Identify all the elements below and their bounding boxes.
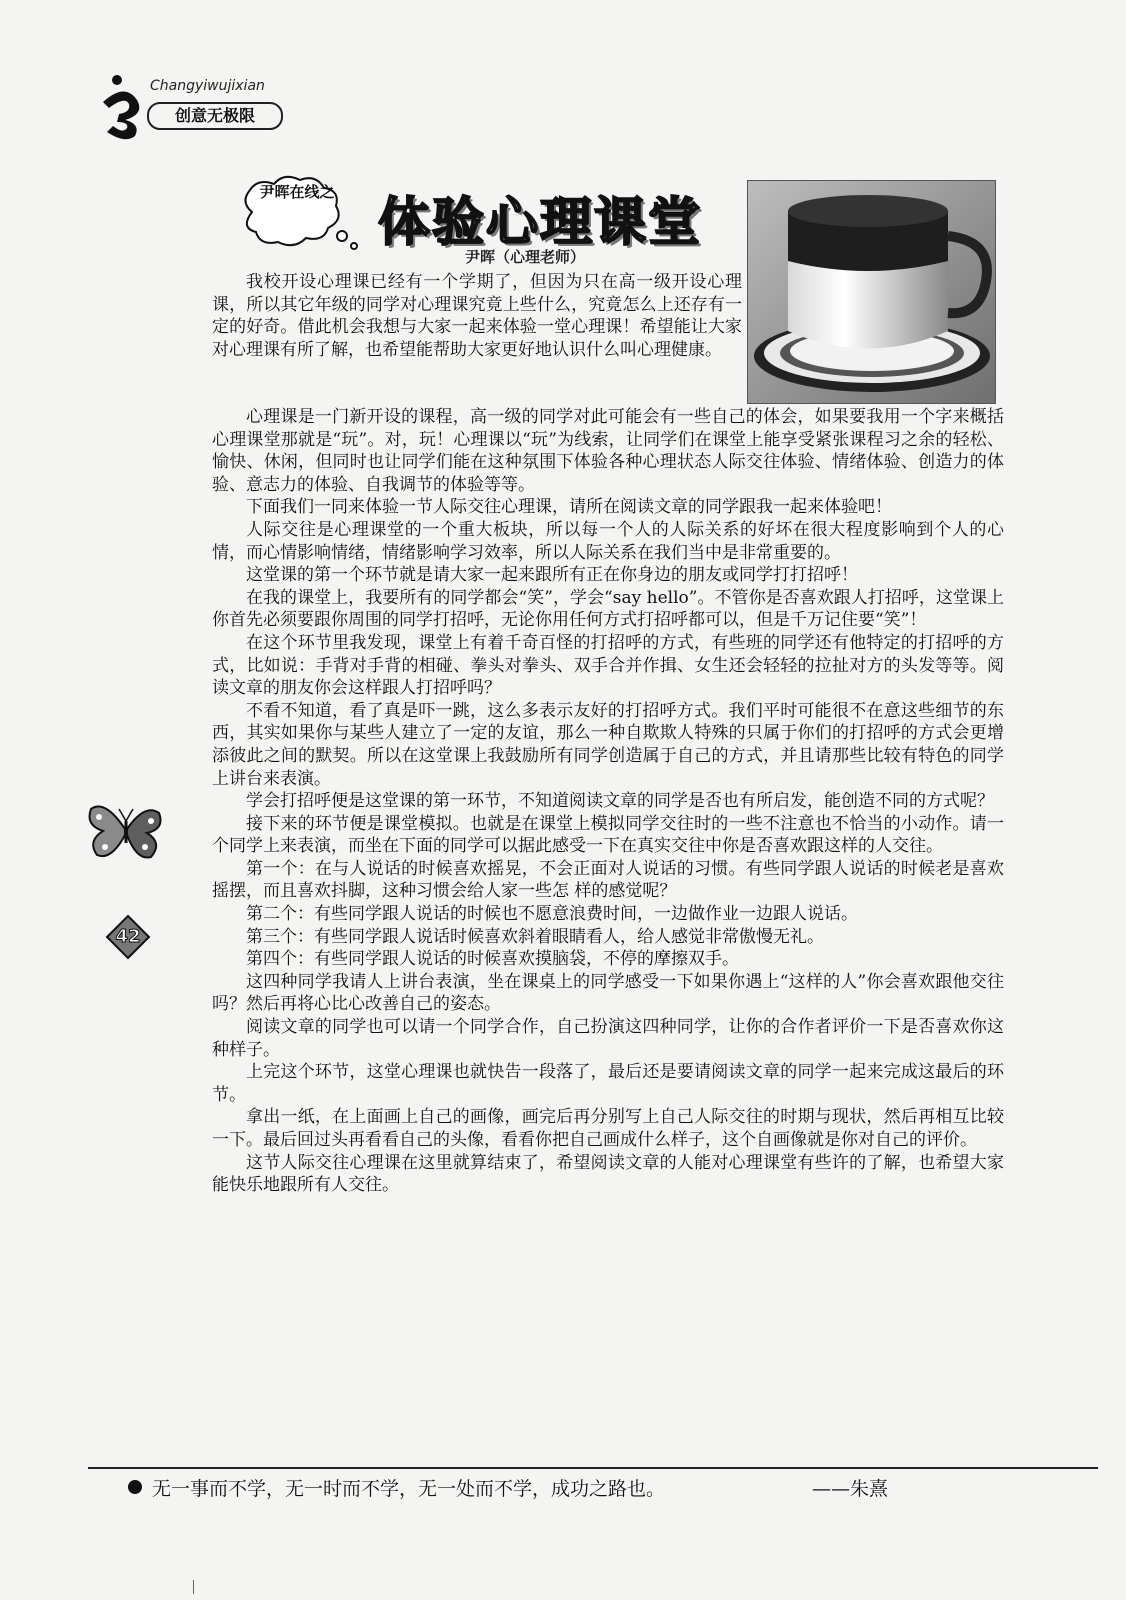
article-body [212, 406, 1004, 1197]
body-paragraph: 这四种同学我请人上讲台表演，坐在课桌上的同学感受一下如果你遇上“这样的人”你会喜欢跟他交往吗？然后再将心比心改善自己的姿态。 [212, 971, 1004, 1015]
magazine-column-badge: 创意无极限 [147, 102, 283, 130]
footer-quote-line [128, 1474, 665, 1501]
body-paragraph: 拿出一纸，在上面画上自己的画像，画完后再分别写上自己人际交往的时期与现状，然后再相互比较一下。最后回过头再看看自己的头像，看看你把自己画成什么样子，这个自画像就是你对自己的评价。 [212, 1107, 1004, 1150]
body-paragraph: 这节人际交往心理课在这里就算结束了，希望阅读文章的人能对心理课堂有些许的了解，也希望大家能快乐地跟所有人交往。 [212, 1152, 1004, 1196]
body-paragraph: 第三个：有些同学跟人说话时候喜欢斜着眼睛看人，给人感觉非常傲慢无礼。 [246, 926, 824, 947]
body-paragraph: 阅读文章的同学也可以请一个同学合作，自己扮演这四种同学，让你的合作者评价一下是否喜欢你这种样子。 [212, 1017, 1004, 1060]
bullet-icon [128, 1480, 142, 1494]
article-title: 体验心理课堂 [378, 193, 703, 253]
body-paragraph: 人际交往是心理课堂的一个重大板块，所以每一个人的人际关系的好坏在很大程度影响到个人的心情，而心情影响情绪，情绪影响学习效率，所以人际关系在我们当中是非常重要的。 [212, 519, 1004, 563]
body-paragraph: 在这个环节里我发现，课堂上有着千奇百怪的打招呼的方式，有些班的同学还有他特定的打招呼的方式，比如说：手背对手背的相碰、拳头对拳头、双手合并作揖、女生还会轻轻的拉扯对方的头发等等。阅读文章的朋友你会这样跟人打招呼吗？ [212, 632, 1004, 699]
butterfly-icon [85, 795, 165, 865]
footer-quote: 无一事而不学，无一时而不学，无一处而不学，成功之路也。 [152, 1478, 666, 1500]
body-paragraph: 学会打招呼便是这堂课的第一环节，不知道阅读文章的同学是否也有所启发，能创造不同的方式呢？ [246, 791, 994, 812]
coffee-cup-photo [747, 180, 996, 404]
series-tag: 尹晖在线之 [259, 183, 335, 201]
body-paragraph: 上完这个环节，这堂心理课也就快告一段落了，最后还是要请阅读文章的同学一起来完成这最后的环节。 [212, 1062, 1004, 1105]
body-paragraph: 在我的课堂上，我要所有的同学都会“笑”，学会“say hello”。不管你是否喜欢跟人打招呼，这堂课上你首先必须要跟你周围的同学打招呼，无论你用任何方式打招呼都可以，但是千万记住要“笑”！ [212, 587, 1004, 631]
article-byline: 尹晖（心理老师） [465, 248, 586, 266]
magazine-logo-icon [95, 72, 155, 142]
body-paragraph: 接下来的环节便是课堂模拟。也就是在课堂上模拟同学交往时的一些不注意也不恰当的小动作。请一个同学上来表演，而坐在下面的同学可以据此感受一下在真实交往中你是否喜欢跟这样的人交往。 [212, 813, 1004, 857]
article-intro [212, 271, 742, 361]
page-number: 42 [115, 926, 141, 947]
body-paragraph: 第四个：有些同学跟人说话的时候喜欢摸脑袋，不停的摩擦双手。 [246, 949, 739, 970]
magazine-pinyin: Changyiwujixian [150, 78, 265, 94]
footer-author: ——朱熹 [812, 1478, 889, 1500]
body-paragraph: 这堂课的第一个环节就是请大家一起来跟所有正在你身边的朋友或同学打打招呼！ [246, 565, 858, 586]
body-paragraph: 下面我们一同来体验一节人际交往心理课，请所在阅读文章的同学跟我一起来体验吧！ [246, 497, 892, 518]
body-paragraph: 第一个：在与人说话的时候喜欢摇晃，不会正面对人说话的习惯。有些同学跟人说话的时候老是喜欢摇摆，而且喜欢抖脚，这种习惯会给人家一些怎 样的感觉呢？ [212, 858, 1004, 902]
body-paragraph: 第二个：有些同学跟人说话的时候也不愿意浪费时间，一边做作业一边跟人说话。 [246, 904, 858, 925]
body-paragraph: 不看不知道，看了真是吓一跳，这么多表示友好的打招呼方式。我们平时可能很不在意这些细节的东西，其实如果你与某些人建立了一定的友谊，那么一种自欺欺人特殊的只属于你们的打招呼的方式会更增添彼此之间的默契。所以在这堂课上我鼓励所有同学创造属于自己的方式，并且请那些比较有特色的同学上讲台来表演。 [212, 700, 1004, 789]
footer-divider [88, 1467, 1098, 1469]
scan-mark [193, 1580, 194, 1594]
intro-paragraph: 我校开设心理课已经有一个学期了，但因为只在高一级开设心理课，所以其它年级的同学对心理课究竟上些什么，究竟怎么上还存有一定的好奇。借此机会我想与大家一起来体验一堂心理课！希望能让大家对心理课有所了解，也希望能帮助大家更好地认识什么叫心理健康。 [212, 272, 742, 360]
body-paragraph: 心理课是一门新开设的课程，高一级的同学对此可能会有一些自己的体会，如果要我用一个字来概括心理课堂那就是“玩”。对，玩！心理课以“玩”为线索，让同学们在课堂上能享受紧张课程习之余的轻松、愉快、休闲，但同时也让同学们能在这种氛围下体验各种心理状态人际交往体验、情绪体验、创造力的体验、意志力的体验、自我调节的体验等等。 [212, 407, 1004, 495]
